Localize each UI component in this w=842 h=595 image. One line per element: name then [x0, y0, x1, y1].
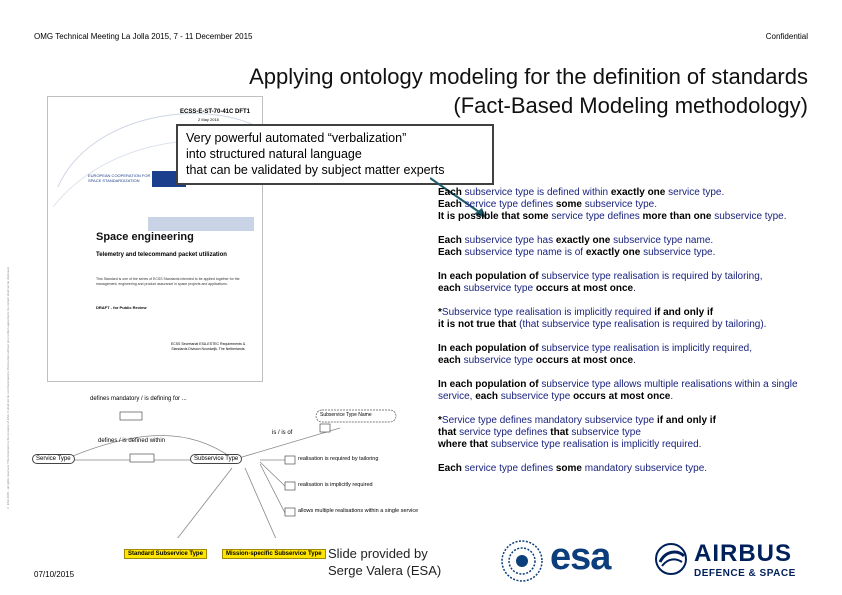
label-defines: defines / is defined within — [98, 438, 166, 444]
sentence-line — [438, 307, 828, 319]
doc-footer: ECSS Secretariat ESA-ESTEC Requirements & Standards Division Noordwijk, The Netherlands — [170, 342, 246, 351]
sentence-line — [438, 247, 828, 259]
sentence-term: subservice type is defined within — [461, 187, 611, 198]
callout-line-3: that can be validated by subject matter experts — [186, 163, 445, 177]
sentence-term: subservice type — [460, 355, 536, 366]
side-copyright-text: © ESA 2015 - all rights reserved. This document is the property of ESA. It shall not be communicated to third parties without prior written agreement. Its content shall not be disclosed. — [6, 266, 10, 510]
sentence-term: service type defines — [456, 427, 551, 438]
sentence-line — [438, 463, 828, 475]
sentence-term: subservice type name. — [610, 235, 714, 246]
airbus-tagline: DEFENCE & SPACE — [694, 568, 796, 579]
sentence-keyword: * — [438, 415, 442, 426]
sentence-keyword: each — [438, 355, 461, 366]
sentence-term: Subservice type realisation is implicitly required — [441, 307, 655, 318]
orm-diagram — [20, 388, 440, 538]
sentence-term: subservice type realisation is implicitly required, — [538, 343, 752, 354]
sentence-term: Service type defines mandatory subservice type — [441, 415, 658, 426]
doc-subheading: Telemetry and telecommand packet utilization — [96, 252, 227, 258]
esa-globe-icon — [500, 538, 548, 584]
credit-line-1: Slide provided by — [328, 546, 428, 561]
sentence-line — [438, 379, 828, 403]
sentence-line — [438, 187, 828, 199]
sentence-keyword: some — [555, 199, 582, 210]
sentence-keyword: Each — [438, 235, 462, 246]
sentence-term: service type. — [665, 187, 725, 198]
esa-logo — [500, 538, 630, 584]
airbus-wordmark: AIRBUS — [694, 540, 793, 567]
node-subservice-type: Subservice Type — [190, 454, 242, 464]
node-mission-specific-subservice-type: Mission-specific Subservice Type — [222, 549, 326, 559]
sentence-keyword: Each — [438, 463, 462, 474]
sentence-keyword: each — [438, 283, 461, 294]
doc-draft-note: DRAFT - for Public Review — [96, 305, 147, 310]
sentence-line — [438, 211, 828, 223]
sentence-keyword: In each population of — [438, 343, 539, 354]
sentence-term: . — [633, 355, 636, 366]
sentence-term: service type defines — [548, 211, 643, 222]
meeting-header: OMG Technical Meeting La Jolla 2015, 7 - 11 December 2015 — [34, 32, 253, 41]
sentence-line — [438, 355, 828, 367]
sentence-line — [438, 439, 828, 451]
sentence-term: subservice type. — [711, 211, 787, 222]
sentence-line — [438, 367, 828, 379]
sentence-term: (that subservice type realisation is required by tailoring). — [516, 319, 767, 330]
sentence-line — [438, 343, 828, 355]
doc-date: 2 May 2015 — [198, 117, 219, 122]
sentence-term: subservice type realisation is required by tailoring, — [538, 271, 763, 282]
sentence-line — [438, 199, 828, 211]
sentence-keyword: that — [550, 427, 569, 438]
doc-code: ECSS-E-ST-70-41C DFT1 — [180, 109, 251, 115]
sentence-keyword: Each — [438, 187, 462, 198]
sentence-line — [438, 451, 828, 463]
esa-wordmark: esa — [550, 536, 611, 578]
slide-credit — [328, 545, 441, 579]
sentence-keyword: each — [475, 391, 499, 402]
sentence-term: subservice type name is of — [461, 247, 586, 258]
sentence-keyword: some — [555, 463, 582, 474]
sentence-keyword: occurs at most once — [535, 355, 634, 366]
node-subservice-type-name: Subservice Type Name — [320, 412, 372, 418]
sentence-keyword: exactly one — [585, 247, 641, 258]
sentence-term: subservice type realisation is implicitly required. — [488, 439, 702, 450]
sentence-keyword: more than one — [642, 211, 712, 222]
sentence-term: . — [633, 283, 636, 294]
sentence-keyword: In each population of — [438, 379, 539, 390]
sentence-keyword: In each population of — [438, 271, 539, 282]
sentence-term: service type defines — [461, 463, 556, 474]
sentence-keyword: where that — [438, 439, 489, 450]
sentence-term: service type defines — [461, 199, 556, 210]
doc-heading: Space engineering — [96, 231, 194, 243]
label-required-by-tailoring: realisation is required by tailoring — [298, 456, 379, 462]
sentence-term: mandatory subservice type. — [581, 463, 708, 474]
credit-line-2: Serge Valera (ESA) — [328, 563, 442, 578]
sentence-keyword: if and only if — [654, 307, 714, 318]
doc-small-text: This Standard is one of the series of ECSS Standards intended to be applied together for the management, engineering and product assurance in space projects and applications. — [96, 277, 240, 286]
callout-line-2: into structured natural language — [186, 147, 362, 161]
sentence-line — [438, 235, 828, 247]
label-multiple-realisations: allows multiple realisations within a single service — [298, 508, 419, 514]
verbalization-sentences — [438, 187, 828, 475]
title-line-2: (Fact-Based Modeling methodology) — [453, 93, 808, 118]
sentence-keyword: it is not true that — [438, 319, 517, 330]
sentence-term: subservice type — [460, 283, 536, 294]
sentence-line — [438, 295, 828, 307]
sentence-keyword: Each — [438, 199, 462, 210]
sentence-term: subservice type. — [581, 199, 658, 210]
sentence-term: . — [670, 391, 674, 402]
sentence-line — [438, 415, 828, 427]
sentence-line — [438, 283, 828, 295]
sentence-term: subservice type — [568, 427, 641, 438]
sentence-line — [438, 259, 828, 271]
node-service-type: Service Type — [32, 454, 75, 464]
airbus-emblem-icon — [654, 542, 688, 576]
sentence-term: subservice type. — [640, 247, 716, 258]
classification-label: Confidential — [765, 32, 808, 41]
label-implicitly-required: realisation is implicitly required — [298, 482, 373, 488]
callout-line-1: Very powerful automated “verbalization” — [186, 131, 407, 145]
sentence-term: subservice type has — [461, 235, 556, 246]
sentence-keyword: that — [438, 427, 457, 438]
sentence-keyword: if and only if — [657, 415, 716, 426]
title-line-1: Applying ontology modeling for the definition of standards — [249, 64, 808, 89]
sentence-line — [438, 403, 828, 415]
sentence-keyword: It is possible that some — [438, 211, 549, 222]
sentence-keyword: * — [438, 307, 442, 318]
sentence-keyword: occurs at most once — [573, 391, 671, 402]
node-standard-subservice-type: Standard Subservice Type — [124, 549, 207, 559]
sentence-keyword: Each — [438, 247, 462, 258]
sentence-term: subservice type — [498, 391, 574, 402]
sentence-keyword: exactly one — [555, 235, 611, 246]
footer-date: 07/10/2015 — [34, 570, 75, 579]
sentence-line — [438, 427, 828, 439]
label-defines-mandatory: defines mandatory / is defining for ... — [90, 396, 187, 402]
doc-org: EUROPEAN COOPERATION FOR SPACE STANDARDIZATION — [88, 173, 151, 183]
side-copyright-note — [6, 60, 16, 510]
sentence-line — [438, 271, 828, 283]
sentence-line — [438, 331, 828, 343]
sentence-line — [438, 223, 828, 235]
sentence-term: subservice type allows multiple realisations within a single service, — [438, 379, 798, 402]
sentence-line — [438, 319, 828, 331]
sentence-keyword: exactly one — [610, 187, 666, 198]
label-is-of: is / is of — [272, 430, 293, 436]
airbus-logo — [650, 540, 820, 584]
sentence-keyword: occurs at most once — [535, 283, 634, 294]
